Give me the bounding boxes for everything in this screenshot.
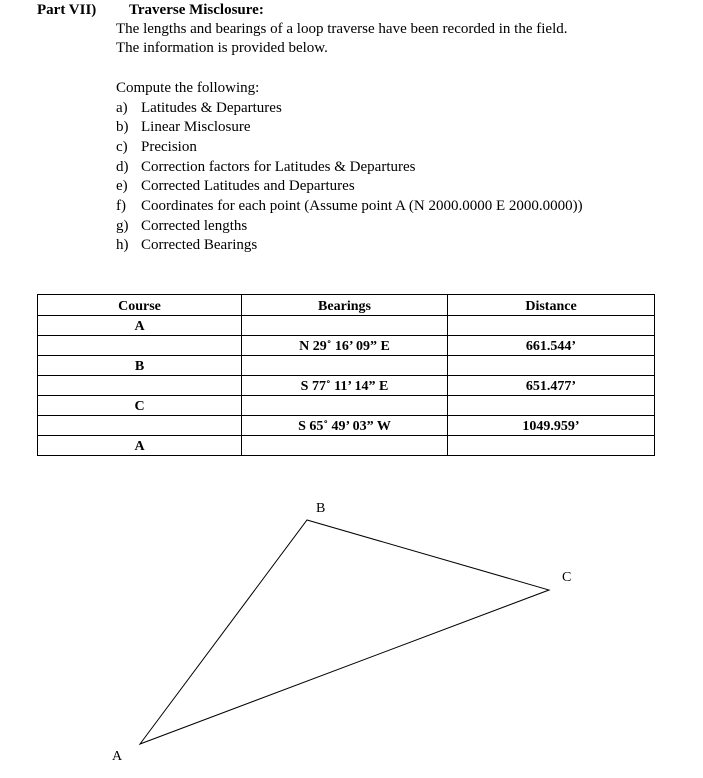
course-cell <box>38 376 242 396</box>
table-row <box>38 336 655 356</box>
bearing-cell: S 65˚ 49’ 03” W <box>242 416 448 436</box>
bearing-cell <box>242 316 448 336</box>
tasks-heading: Compute the following: <box>116 80 260 96</box>
distance-cell <box>448 396 655 416</box>
section-title: Traverse Misclosure: <box>129 2 264 18</box>
task-item-h: h) Corrected Bearings <box>116 237 258 253</box>
task-item-a: a) Latitudes & Departures <box>116 100 282 116</box>
distance-cell <box>448 356 655 376</box>
bearing-cell <box>242 356 448 376</box>
course-cell: B <box>38 356 242 376</box>
task-item-g: g) Corrected lengths <box>116 218 248 234</box>
header-bearings: Bearings <box>242 295 448 316</box>
course-cell <box>38 336 242 356</box>
distance-cell <box>448 436 655 456</box>
course-cell: C <box>38 396 242 416</box>
distance-cell <box>448 316 655 336</box>
distance-cell: 1049.959’ <box>448 416 655 436</box>
table-row <box>38 436 655 456</box>
table-row <box>38 316 655 336</box>
header-course: Course <box>38 295 242 316</box>
point-c-label: C <box>562 570 572 585</box>
table-row <box>38 416 655 436</box>
distance-cell: 661.544’ <box>448 336 655 356</box>
task-item-c: c) Precision <box>116 139 197 155</box>
table-row <box>38 376 655 396</box>
traverse-loop <box>140 520 549 744</box>
intro-line-1: The lengths and bearings of a loop traverse have been recorded in the field. <box>116 21 568 37</box>
table-row <box>38 356 655 376</box>
bearing-cell <box>242 436 448 456</box>
distance-cell: 651.477’ <box>448 376 655 396</box>
bearing-cell <box>242 396 448 416</box>
task-item-f: f) Coordinates for each point (Assume point A (N 2000.0000 E 2000.0000)) <box>116 198 583 214</box>
bearing-cell: N 29˚ 16’ 09” E <box>242 336 448 356</box>
bearing-cell: S 77˚ 11’ 14” E <box>242 376 448 396</box>
point-a-label: A <box>112 749 123 764</box>
table-row <box>38 396 655 416</box>
traverse-table <box>37 294 655 456</box>
intro-line-2: The information is provided below. <box>116 40 328 56</box>
course-cell: A <box>38 316 242 336</box>
traverse-diagram <box>0 480 703 778</box>
course-cell <box>38 416 242 436</box>
task-item-d: d) Correction factors for Latitudes & Departures <box>116 159 416 175</box>
part-label: Part VII) <box>37 2 97 18</box>
course-cell: A <box>38 436 242 456</box>
header-distance: Distance <box>448 295 655 316</box>
table-header-row <box>38 295 655 316</box>
point-b-label: B <box>316 501 326 516</box>
task-item-e: e) Corrected Latitudes and Departures <box>116 178 355 194</box>
task-item-b: b) Linear Misclosure <box>116 119 251 135</box>
